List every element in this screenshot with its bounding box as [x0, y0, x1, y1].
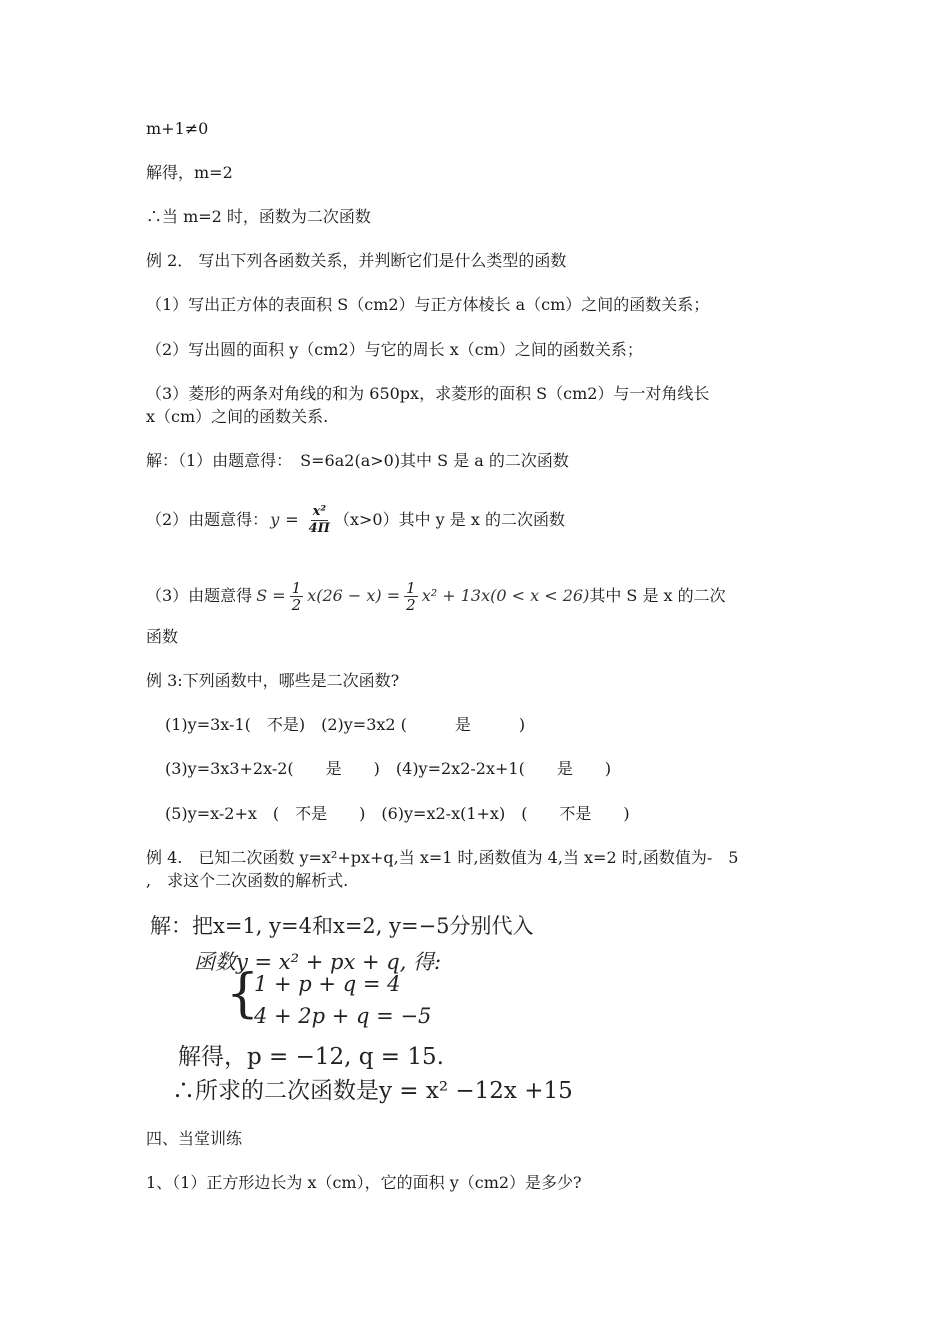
- text-line: (1)y=3x-1( 不是) (2)y=3x2 ( 是 ): [165, 715, 526, 734]
- text-line: 1、（1）正方形边长为 x（cm），它的面积 y（cm2）是多少?: [146, 1173, 582, 1192]
- text-line: 解得，m=2: [146, 163, 233, 182]
- fraction-numerator: 1: [406, 578, 416, 597]
- example-2-heading: 例 2． 写出下列各函数关系，并判断它们是什么类型的函数: [146, 251, 567, 270]
- text-line: x（cm）之间的函数关系.: [146, 407, 329, 426]
- text-line: （1）写出正方体的表面积 S（cm2）与正方体棱长 a（cm）之间的函数关系；: [146, 295, 710, 314]
- fraction-denominator: 4Π: [308, 520, 330, 536]
- fraction: [404, 580, 418, 613]
- fraction-denominator: 2: [291, 595, 302, 614]
- text-line: （3）菱形的两条对角线的和为 650px，求菱形的面积 S（cm2）与一对角线长: [146, 384, 710, 403]
- solution-line: 解得，p = −12, q = 15.: [178, 1044, 444, 1070]
- fraction-numerator: 1: [291, 578, 302, 597]
- fraction: [290, 580, 304, 613]
- text-line: ∴当 m=2 时，函数为二次函数: [146, 207, 371, 226]
- text-line: m+1≠0: [146, 119, 209, 138]
- example-4-heading: 例 4. 已知二次函数 y=x²+px+q,当 x=1 时,函数值为 4,当 x=2 时,函数值为- 5: [146, 848, 739, 867]
- equation-line: 1 + p + q = 4: [254, 972, 401, 996]
- math-operator: =: [285, 510, 299, 529]
- text-span: （3）由题意得: [146, 586, 253, 605]
- math-expression: S =: [256, 586, 286, 605]
- text-line: 函数: [146, 627, 179, 646]
- solution-line: 解：把x=1, y=4和x=2, y=−5分别代入: [150, 914, 534, 938]
- formula-line: [146, 574, 890, 618]
- formula-line: [146, 500, 890, 540]
- math-expression: x² + 13x(0 < x < 26): [421, 586, 590, 605]
- section-heading: 四、当堂训练: [146, 1129, 243, 1148]
- solution-line: ∴所求的二次函数是y = x² −12x +15: [172, 1078, 573, 1104]
- text-line: (5)y=x-2+x ( 不是 ) (6)y=x2-x(1+x) ( 不是 ): [165, 804, 630, 823]
- math-variable: y: [270, 510, 280, 529]
- fraction-numerator: x²: [312, 503, 327, 519]
- math-expression: x(26 − x) =: [307, 586, 401, 605]
- example-3-heading: 例 3:下列函数中，哪些是二次函数?: [146, 671, 400, 690]
- equation-line: 4 + 2p + q = −5: [254, 1004, 432, 1028]
- text-line: （2）写出圆的面积 y（cm2）与它的周长 x（cm）之间的函数关系；: [146, 340, 643, 359]
- text-line: 解：（1）由题意得： S=6a2(a>0)其中 S 是 a 的二次函数: [146, 451, 569, 470]
- brace-icon: {: [226, 964, 260, 1024]
- text-span: （2）由题意得：: [146, 510, 269, 529]
- text-span: （x>0）其中 y 是 x 的二次函数: [333, 510, 565, 529]
- fraction-denominator: 2: [406, 595, 416, 614]
- solution-line: 函数y = x² + px + q, 得:: [194, 950, 442, 974]
- text-span: 其中 S 是 x 的二次: [589, 586, 726, 605]
- text-line: (3)y=3x3+2x-2( 是 ) (4)y=2x2-2x+1( 是 ): [165, 759, 612, 778]
- fraction: [309, 504, 330, 537]
- text-line: , 求这个二次函数的解析式.: [146, 871, 349, 890]
